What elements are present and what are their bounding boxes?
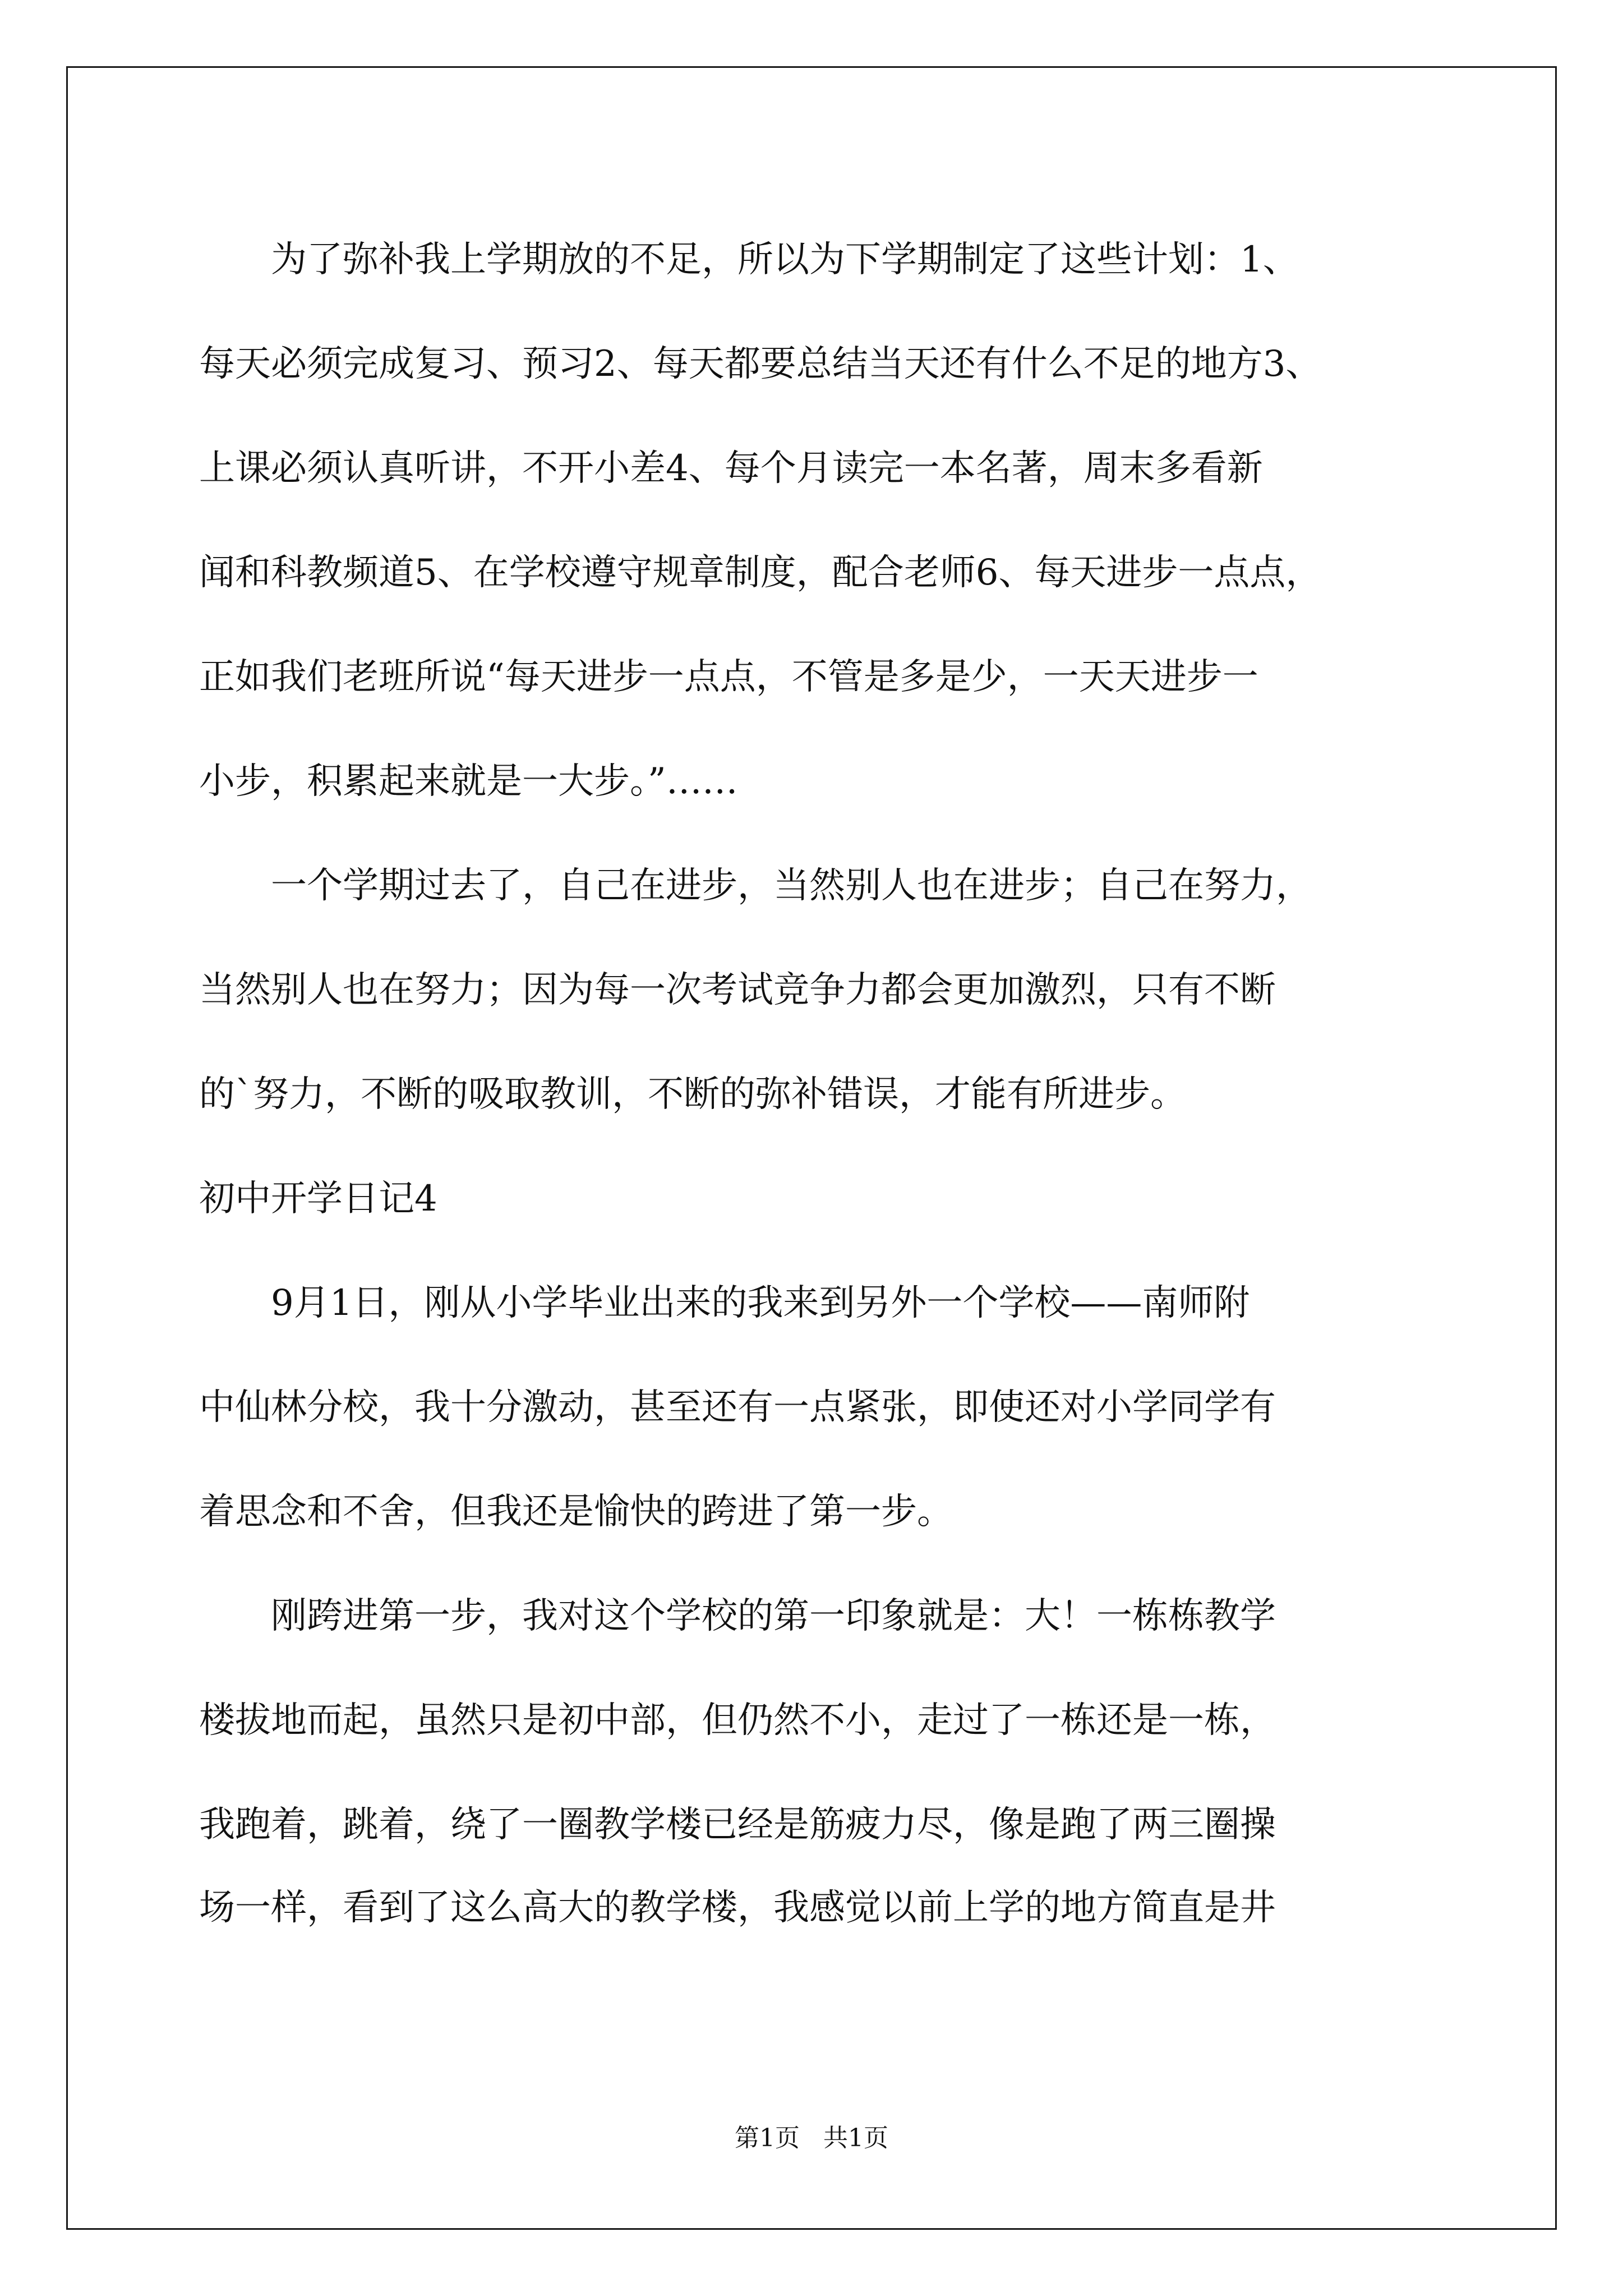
paragraph-line: 小步，积累起来就是一大步。”…… <box>199 761 738 802</box>
paragraph-line: 9月1日，刚从小学毕业出来的我来到另外一个学校——南师附 <box>271 1282 1250 1324</box>
paragraph-line: 着思念和不舍，但我还是愉快的跨进了第一步。 <box>199 1491 953 1533</box>
paragraph-line: 的`努力，不断的吸取教训，不断的弥补错误，才能有所进步。 <box>199 1074 1186 1115</box>
paragraph-line: 正如我们老班所说“每天进步一点点，不管是多是少，一天天进步一 <box>199 656 1258 698</box>
paragraph-line: 刚跨进第一步，我对这个学校的第一印象就是：大！一栋栋教学 <box>271 1595 1276 1637</box>
paragraph-line: 场一样，看到了这么高大的教学楼，我感觉以前上学的地方简直是井 <box>199 1887 1276 1929</box>
paragraph-line: 为了弥补我上学期放的不足，所以为下学期制定了这些计划：1、 <box>271 239 1299 280</box>
paragraph-line: 我跑着，跳着，绕了一圈教学楼已经是筋疲力尽，像是跑了两三圈操 <box>199 1804 1276 1846</box>
paragraph-line: 上课必须认真听讲，不开小差4、每个月读完一本名著，周末多看新 <box>199 448 1263 489</box>
page-footer: 第1页 共1页 <box>735 2124 888 2152</box>
paragraph-line: 当然别人也在努力；因为每一次考试竞争力都会更加激烈，只有不断 <box>199 969 1276 1011</box>
section-title: 初中开学日记4 <box>199 1178 437 1220</box>
paragraph-line: 每天必须完成复习、预习2、每天都要总结当天还有什么不足的地方3、 <box>199 343 1322 385</box>
document-body <box>199 208 1441 1939</box>
paragraph-line: 中仙林分校，我十分激动，甚至还有一点紧张，即使还对小学同学有 <box>199 1387 1276 1428</box>
paragraph-line: 一个学期过去了，自己在进步，当然别人也在进步；自己在努力， <box>271 865 1312 907</box>
paragraph-line: 楼拔地而起，虽然只是初中部，但仍然不小，走过了一栋还是一栋， <box>199 1700 1276 1741</box>
paragraph-line: 闻和科教频道5、在学校遵守规章制度，配合老师6、每天进步一点点， <box>199 552 1322 593</box>
